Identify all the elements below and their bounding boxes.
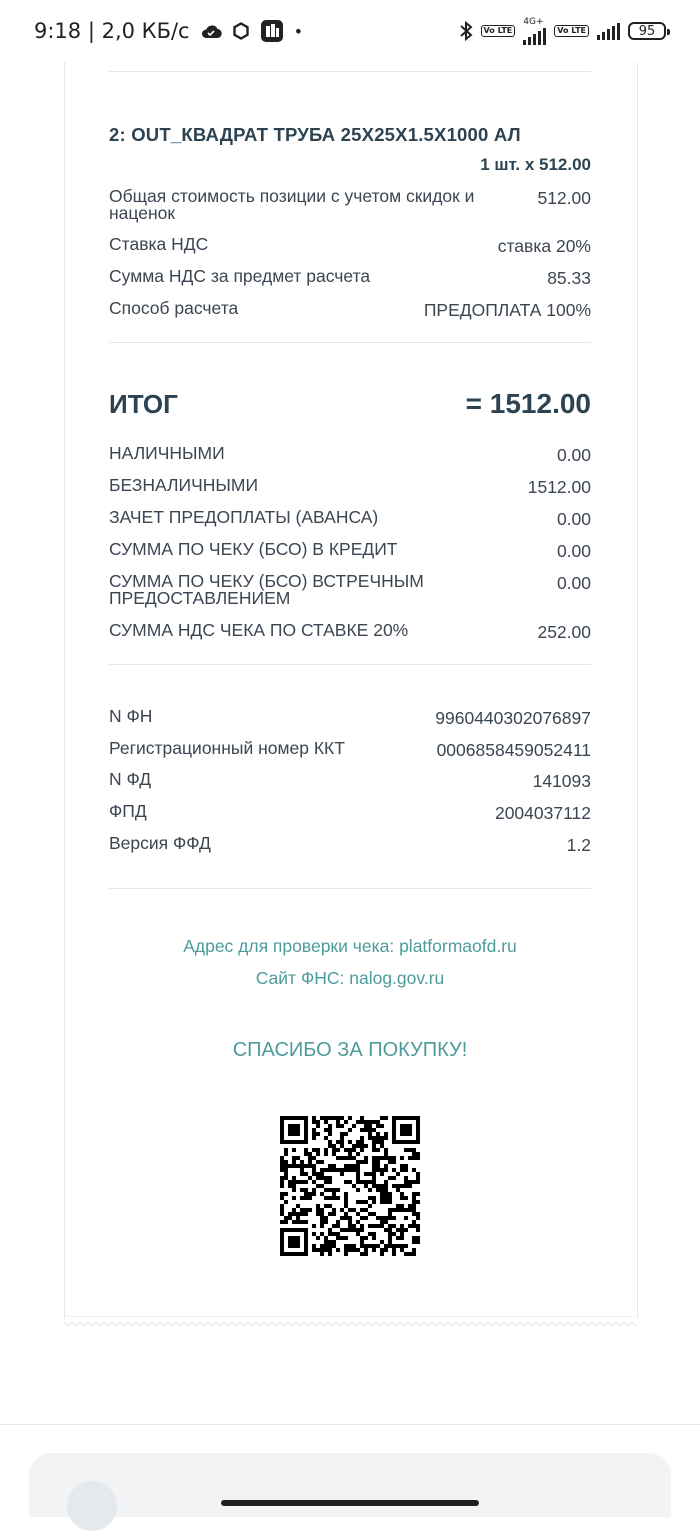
dot-indicator: • bbox=[293, 21, 304, 41]
volte-badge-2: Vo LTE bbox=[554, 25, 589, 37]
row-label: СУММА ПО ЧЕКУ (БСО) ВСТРЕЧНЫМ ПРЕДОСТАВЛЕНИЕМ bbox=[109, 571, 424, 608]
row-value: 512.00 bbox=[537, 188, 591, 208]
row-value: ПРЕДОПЛАТА 100% bbox=[423, 300, 591, 320]
battery-level: 95 bbox=[638, 23, 656, 39]
total-label: ИТОГ bbox=[109, 389, 178, 419]
signal-icon-2 bbox=[597, 22, 620, 40]
row-value: 1.2 bbox=[566, 835, 591, 855]
total-value: = 1512.00 bbox=[465, 388, 591, 419]
total-row-vat-20 bbox=[109, 622, 591, 643]
fiscal-row-ffd-version bbox=[109, 835, 591, 856]
item-quantity-price: 1 шт. x 512.00 bbox=[480, 155, 591, 174]
row-label: БЕЗНАЛИЧНЫМИ bbox=[109, 475, 259, 495]
row-value: 85.33 bbox=[547, 268, 591, 288]
total-row-prepayment bbox=[109, 509, 591, 530]
row-label: НАЛИЧНЫМИ bbox=[109, 443, 225, 463]
bottom-divider bbox=[0, 1424, 700, 1425]
row-label: ЗАЧЕТ ПРЕДОПЛАТЫ (АВАНСА) bbox=[109, 507, 379, 527]
item-row-vat-amount bbox=[109, 268, 591, 289]
qr-code-icon[interactable] bbox=[280, 1116, 420, 1256]
battery-icon bbox=[628, 22, 666, 40]
home-indicator[interactable] bbox=[221, 1500, 479, 1506]
bottom-sheet[interactable] bbox=[29, 1453, 671, 1517]
status-left bbox=[34, 19, 303, 43]
row-label: Регистрационный номер ККТ bbox=[109, 738, 345, 758]
check-address-link[interactable]: Адрес для проверки чека: platformaofd.ru bbox=[183, 936, 517, 956]
status-right bbox=[459, 18, 666, 45]
row-label: N ФД bbox=[109, 769, 152, 789]
row-value: ставка 20% bbox=[497, 236, 591, 256]
row-value: 0.00 bbox=[556, 509, 591, 529]
time-speed: 9:18 | 2,0 КБ/с bbox=[34, 19, 190, 43]
avatar bbox=[67, 1481, 117, 1531]
item-row-vat-rate bbox=[109, 236, 591, 257]
total-row-credit bbox=[109, 541, 591, 562]
app-icon bbox=[260, 19, 284, 43]
row-value: 2004037112 bbox=[494, 803, 591, 823]
row-label: Сумма НДС за предмет расчета bbox=[109, 266, 371, 286]
fns-site-link[interactable]: Сайт ФНС: nalog.gov.ru bbox=[255, 968, 445, 988]
thanks-message: СПАСИБО ЗА ПОКУПКУ! bbox=[232, 1039, 468, 1061]
signal-group-1 bbox=[523, 18, 546, 45]
hexagon-icon bbox=[232, 22, 250, 40]
row-value: 0.00 bbox=[556, 541, 591, 561]
item-row-payment-method bbox=[109, 300, 591, 321]
fiscal-row-kkt bbox=[109, 740, 591, 761]
separator bbox=[109, 664, 591, 665]
status-bar bbox=[0, 0, 700, 62]
fiscal-row-fn bbox=[109, 708, 591, 729]
cloud-icon bbox=[200, 23, 222, 39]
fiscal-row-fd bbox=[109, 771, 591, 792]
item-row-total-cost bbox=[109, 188, 591, 222]
signal-icon bbox=[523, 27, 546, 45]
row-value: 9960440302076897 bbox=[435, 708, 591, 728]
row-label: N ФН bbox=[109, 706, 153, 726]
bluetooth-icon bbox=[459, 20, 473, 42]
separator bbox=[109, 71, 591, 72]
row-value: 1512.00 bbox=[527, 477, 591, 497]
total-row-cashless bbox=[109, 477, 591, 498]
net-label: 4G+ bbox=[523, 16, 544, 27]
row-label: ФПД bbox=[109, 801, 147, 821]
volte-badge: Vo LTE bbox=[481, 25, 516, 37]
row-value: 0.00 bbox=[556, 573, 591, 593]
total-row-cash bbox=[109, 445, 591, 466]
separator bbox=[109, 888, 591, 889]
row-label: Версия ФФД bbox=[109, 833, 211, 853]
row-label: СУММА ПО ЧЕКУ (БСО) В КРЕДИТ bbox=[109, 539, 398, 559]
receipt-torn-edge bbox=[64, 1316, 636, 1328]
row-value: 0.00 bbox=[556, 445, 591, 465]
separator bbox=[109, 342, 591, 343]
total-row-counter-provision bbox=[109, 573, 591, 607]
row-value: 141093 bbox=[532, 771, 591, 791]
row-label: СУММА НДС ЧЕКА ПО СТАВКЕ 20% bbox=[109, 620, 409, 640]
row-label: Общая стоимость позиции с учетом скидок и наценок bbox=[109, 186, 475, 223]
item-title: 2: OUT_КВАДРАТ ТРУБА 25Х25Х1.5Х1000 АЛ bbox=[109, 124, 521, 145]
row-label: Способ расчета bbox=[109, 298, 239, 318]
fiscal-row-fpd bbox=[109, 803, 591, 824]
row-value: 252.00 bbox=[537, 622, 591, 642]
row-label: Ставка НДС bbox=[109, 234, 209, 254]
row-value: 0006858459052411 bbox=[436, 740, 591, 760]
